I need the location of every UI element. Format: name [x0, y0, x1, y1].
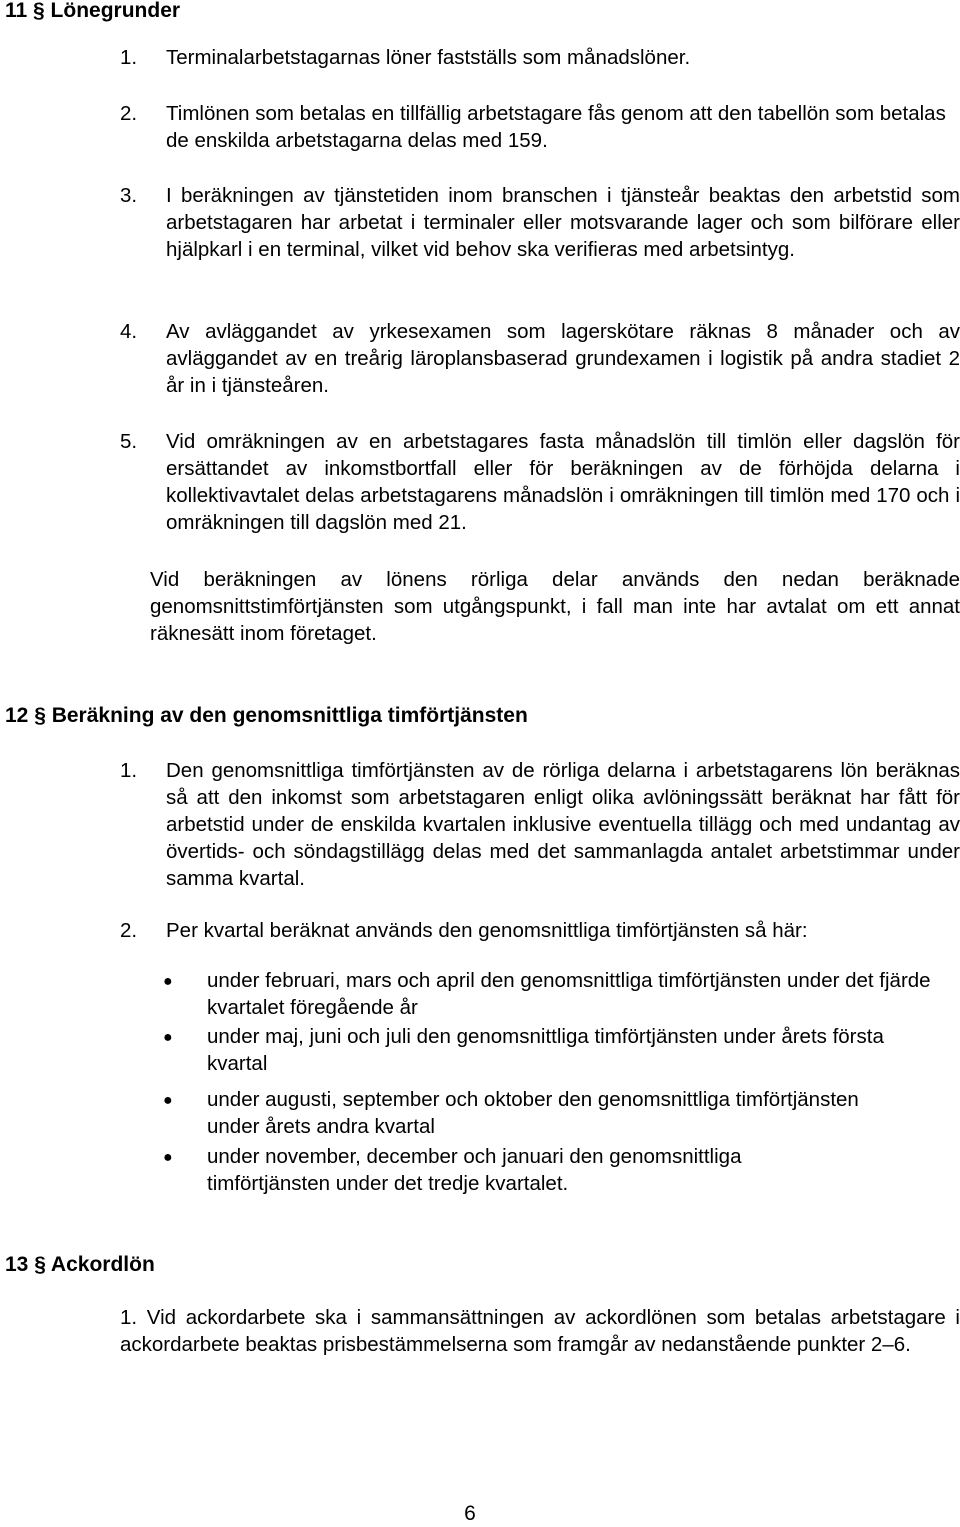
page-number: 6: [464, 1502, 476, 1525]
section-12-bullet-3: under augusti, september och oktober den genomsnittliga timförtjänsten under årets andra kvartal: [207, 1088, 859, 1138]
section-12-bullet-2: under maj, juni och juli den genomsnittliga timförtjänsten under årets första kvartal: [207, 1025, 884, 1075]
list-number: 2.: [120, 102, 138, 125]
bullet-icon: ●: [163, 973, 173, 990]
section-13-item-1: 1. Vid ackordarbete ska i sammansättningen av ackordlönen som betalas arbetstagare i ackordarbete beaktas prisbestämmelserna som framgår av nedanstående punkter 2–6.: [120, 1306, 960, 1356]
section-11-heading: 11 § Lönegrunder: [5, 0, 181, 22]
list-number: 1.: [120, 759, 138, 782]
list-number: 2.: [120, 919, 138, 942]
section-11-item-2: Timlönen som betalas en tillfällig arbetstagare fås genom att den tabellön som betalas de enskilda arbetstagarna delas med 159.: [166, 102, 946, 152]
list-number: 3.: [120, 184, 138, 207]
list-number: 5.: [120, 430, 138, 453]
section-11-item-1: Terminalarbetstagarnas löner fastställs som månadslöner.: [166, 46, 691, 69]
bullet-icon: ●: [163, 1029, 173, 1046]
section-12-bullet-4: under november, december och januari den genomsnittliga timförtjänsten under det tredje kvartalet.: [207, 1145, 742, 1195]
section-11-item-4: Av avläggandet av yrkesexamen som lagerskötare räknas 8 månader och av avläggandet av en treårig läroplansbaserad grundexamen i logistik på andra stadiet 2 år in i tjänsteåren.: [166, 320, 960, 397]
list-number: 4.: [120, 320, 138, 343]
section-11-note: Vid beräkningen av lönens rörliga delar används den nedan beräknade genomsnittstimförtjänsten som utgångspunkt, i fall man inte har avtalat om ett annat räknesätt inom företaget.: [150, 568, 960, 645]
section-12-heading: 12 § Beräkning av den genomsnittliga timförtjänsten: [5, 704, 528, 727]
bullet-icon: ●: [163, 1149, 173, 1166]
bullet-icon: ●: [163, 1092, 173, 1109]
section-11-item-5: Vid omräkningen av en arbetstagares fasta månadslön till timlön eller dagslön för ersättandet av inkomstbortfall eller för beräkningen av de förhöjda delarna i kollektivavtalet delas arbetstagarens månadslön i omräkningen till timlön med 170 och i omräkningen till dagslön med 21.: [166, 430, 960, 534]
section-11-item-3: I beräkningen av tjänstetiden inom branschen i tjänsteår beaktas den arbetstid som arbetstagaren har arbetat i terminaler eller motsvarande lager och som bilförare eller hjälpkarl i en terminal, vilket vid behov ska verifieras med arbetsintyg.: [166, 184, 960, 261]
section-12-item-1: Den genomsnittliga timförtjänsten av de rörliga delarna i arbetstagarens lön beräknas så att den inkomst som arbetstagaren enligt olika avlöningssätt beräknat har fått för arbetstid under de enskilda kvartalen inklusive eventuella tillägg och med undantag av övertids- och söndagstillägg delas med det sammanlagda antalet arbetstimmar under samma kvartal.: [166, 759, 960, 890]
section-12-bullet-1: under februari, mars och april den genomsnittliga timförtjänsten under det fjärde kvartalet föregående år: [207, 969, 931, 1019]
section-13-heading: 13 § Ackordlön: [5, 1253, 155, 1276]
list-number: 1.: [120, 46, 138, 69]
section-12-item-2: Per kvartal beräknat används den genomsnittliga timförtjänsten så här:: [166, 919, 808, 942]
